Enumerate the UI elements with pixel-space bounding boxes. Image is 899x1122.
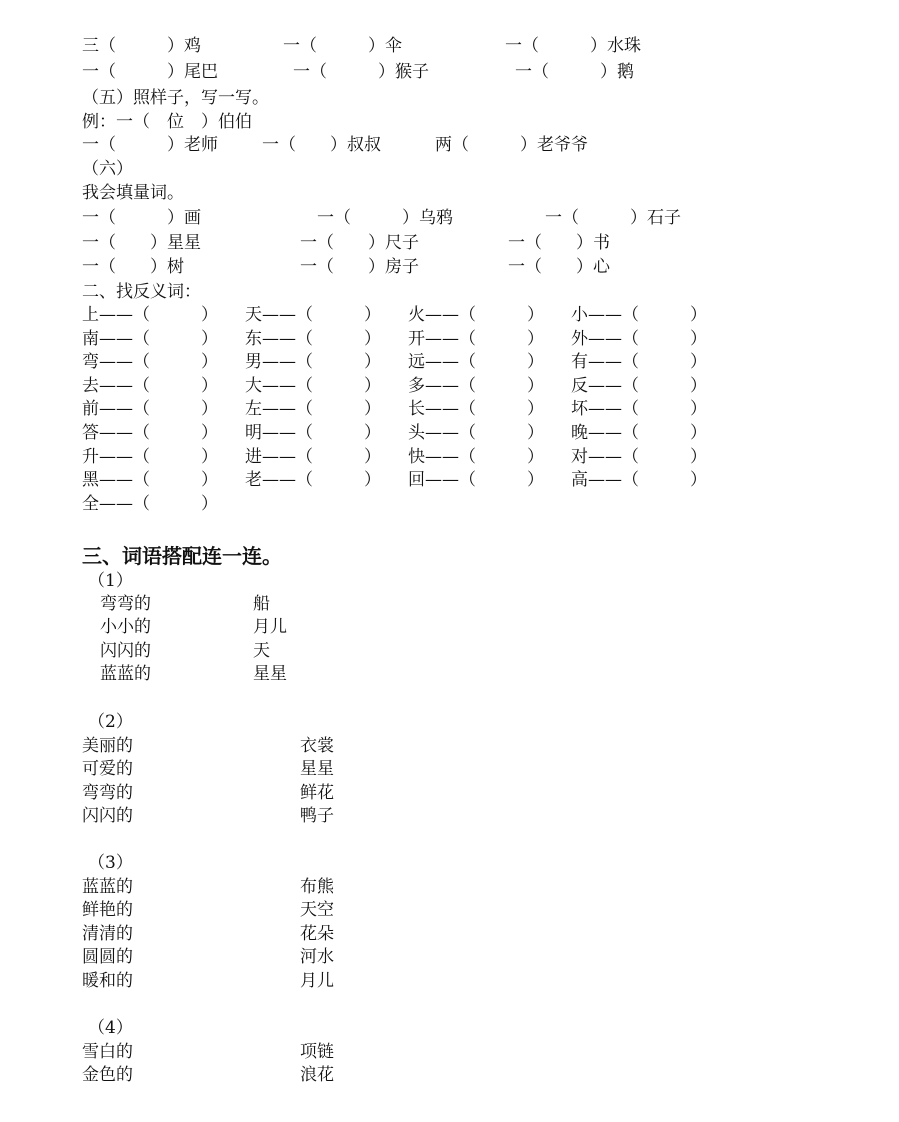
antonym-item: 快——（ ） — [408, 447, 544, 467]
match-left-word: 美丽的 — [82, 736, 133, 756]
antonym-item: 升——（ ） — [82, 447, 218, 467]
antonym-item: 前——（ ） — [82, 399, 218, 419]
group-label: （4） — [88, 1018, 133, 1038]
antonym-item: 上——（ ） — [82, 305, 218, 325]
section-five-example: 例：一（ 位 ）伯伯 — [82, 112, 252, 132]
antonym-item: 大——（ ） — [245, 376, 381, 396]
fill-item: 一（ ）石子 — [545, 208, 681, 228]
fill-item: 一（ ）房子 — [300, 257, 419, 277]
match-right-word: 河水 — [300, 947, 334, 967]
measure-item: 一（ ）伞 — [283, 36, 402, 56]
antonym-item: 长——（ ） — [408, 399, 544, 419]
match-left-word: 可爱的 — [82, 759, 133, 779]
match-right-word: 项链 — [300, 1042, 334, 1062]
fill-item: 一（ ）书 — [508, 233, 610, 253]
group-label: （2） — [88, 712, 133, 732]
antonym-item: 多——（ ） — [408, 376, 544, 396]
measure-item: 三（ ）鸡 — [82, 36, 201, 56]
match-right-word: 星星 — [300, 759, 334, 779]
match-left-word: 金色的 — [82, 1065, 133, 1085]
antonym-item: 弯——（ ） — [82, 352, 218, 372]
antonym-item: 进——（ ） — [245, 447, 381, 467]
match-left-word: 清清的 — [82, 924, 133, 944]
match-left-word: 闪闪的 — [100, 641, 151, 661]
antonym-item: 外——（ ） — [571, 329, 707, 349]
antonyms-title: 二、找反义词： — [82, 282, 201, 302]
match-left-word: 圆圆的 — [82, 947, 133, 967]
antonym-item: 小——（ ） — [571, 305, 707, 325]
antonym-item: 东——（ ） — [245, 329, 381, 349]
matching-title: 三、词语搭配连一连。 — [82, 544, 282, 568]
match-left-word: 蓝蓝的 — [82, 877, 133, 897]
antonym-item: 对——（ ） — [571, 447, 707, 467]
fill-item: 一（ ）星星 — [82, 233, 201, 253]
match-right-word: 月儿 — [253, 617, 287, 637]
section-six-title: （六） — [82, 159, 133, 179]
fill-item: 一（ ）树 — [82, 257, 184, 277]
match-right-word: 花朵 — [300, 924, 334, 944]
antonym-item: 回——（ ） — [408, 470, 544, 490]
match-right-word: 月儿 — [300, 971, 334, 991]
group-label: （1） — [88, 571, 133, 591]
antonym-item: 高——（ ） — [571, 470, 707, 490]
match-left-word: 闪闪的 — [82, 806, 133, 826]
match-right-word: 鲜花 — [300, 783, 334, 803]
match-right-word: 星星 — [253, 664, 287, 684]
antonym-item: 左——（ ） — [245, 399, 381, 419]
antonym-item: 反——（ ） — [571, 376, 707, 396]
antonym-item: 头——（ ） — [408, 423, 544, 443]
fill-item: 两（ ）老爷爷 — [435, 135, 588, 155]
section-six-instruction: 我会填量词。 — [82, 183, 184, 203]
match-left-word: 小小的 — [100, 617, 151, 637]
antonym-item: 有——（ ） — [571, 352, 707, 372]
match-right-word: 浪花 — [300, 1065, 334, 1085]
antonym-item: 黑——（ ） — [82, 470, 218, 490]
fill-item: 一（ ）心 — [508, 257, 610, 277]
antonym-item: 南——（ ） — [82, 329, 218, 349]
match-left-word: 弯弯的 — [82, 783, 133, 803]
match-right-word: 天空 — [300, 900, 334, 920]
match-left-word: 蓝蓝的 — [100, 664, 151, 684]
antonym-item: 开——（ ） — [408, 329, 544, 349]
antonym-item: 老——（ ） — [245, 470, 381, 490]
antonym-item: 晚——（ ） — [571, 423, 707, 443]
measure-item: 一（ ）尾巴 — [82, 62, 218, 82]
antonym-item: 答——（ ） — [82, 423, 218, 443]
group-label: （3） — [88, 853, 133, 873]
fill-item: 一（ ）叔叔 — [262, 135, 381, 155]
fill-item: 一（ ）乌鸦 — [317, 208, 453, 228]
antonym-item: 去——（ ） — [82, 376, 218, 396]
match-left-word: 弯弯的 — [100, 594, 151, 614]
antonym-item: 远——（ ） — [408, 352, 544, 372]
antonym-item: 全——（ ） — [82, 494, 218, 514]
antonym-item: 坏——（ ） — [571, 399, 707, 419]
fill-item: 一（ ）老师 — [82, 135, 218, 155]
antonym-item: 天——（ ） — [245, 305, 381, 325]
measure-item: 一（ ）水珠 — [505, 36, 641, 56]
match-right-word: 天 — [253, 641, 270, 661]
match-left-word: 鲜艳的 — [82, 900, 133, 920]
antonym-item: 男——（ ） — [245, 352, 381, 372]
match-left-word: 暖和的 — [82, 971, 133, 991]
match-right-word: 布熊 — [300, 877, 334, 897]
match-right-word: 鸭子 — [300, 806, 334, 826]
fill-item: 一（ ）尺子 — [300, 233, 419, 253]
match-right-word: 衣裳 — [300, 736, 334, 756]
measure-item: 一（ ）鹅 — [515, 62, 634, 82]
antonym-item: 火——（ ） — [408, 305, 544, 325]
antonym-item: 明——（ ） — [245, 423, 381, 443]
match-right-word: 船 — [253, 594, 270, 614]
fill-item: 一（ ）画 — [82, 208, 201, 228]
measure-item: 一（ ）猴子 — [293, 62, 429, 82]
section-five-title: （五）照样子，写一写。 — [82, 88, 269, 108]
match-left-word: 雪白的 — [82, 1042, 133, 1062]
